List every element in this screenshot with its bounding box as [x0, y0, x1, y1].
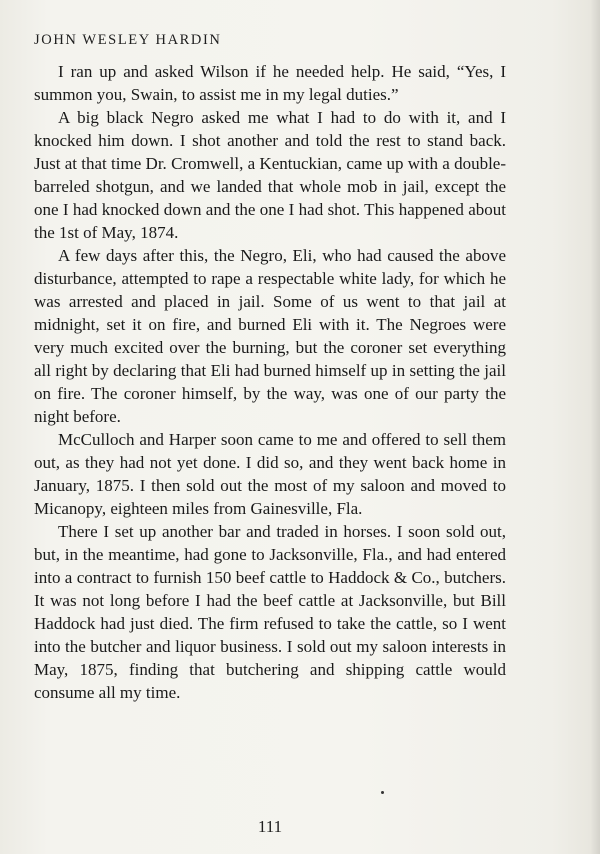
running-head: JOHN WESLEY HARDIN	[34, 32, 222, 48]
paragraph: I ran up and asked Wilson if he needed help. He said, “Yes, I summon you, Swain, to assist me in my legal duties.”	[34, 62, 506, 104]
paragraph: A big black Negro asked me what I had to do with it, and I knocked him down. I shot another and told the rest to stand back. Just at that time Dr. Cromwell, a Kentuckian, came up with a double-barreled shotgun, and we landed that whole mob in jail, except the one I had knocked down and the one I had shot. This happened about the 1st of May, 1874.	[34, 108, 506, 242]
paragraph: A few days after this, the Negro, Eli, who had caused the above disturbance, attempted to rape a respectable white lady, for which he was arrested and placed in jail. Some of us went to that jail at midnight, set it on fire, and burned Eli with it. The Negroes were very much excited over the burning, but the coroner set everything all right by declaring that Eli had burned himself up in setting the jail on fire. The coroner himself, by the way, was one of our party the night before.	[34, 246, 506, 426]
page-body	[34, 60, 506, 704]
page-number: 111	[257, 817, 283, 836]
ink-speck	[381, 791, 384, 794]
paragraph: There I set up another bar and traded in horses. I soon sold out, but, in the meantime, had gone to Jacksonville, Fla., and had entered into a contract to furnish 150 beef cattle to Haddock & Co., butchers. It was not long before I had the beef cattle at Jacksonville, but Bill Haddock had just died. The firm refused to take the cattle, so I went into the butcher and liquor business. I sold out my saloon interests in May, 1875, finding that butchering and shipping cattle would consume all my time.	[34, 522, 506, 702]
paragraph: McCulloch and Harper soon came to me and offered to sell them out, as they had not yet done. I did so, and they went back home in January, 1875. I then sold out the most of my saloon and moved to Micanopy, eighteen miles from Gainesville, Fla.	[34, 430, 506, 518]
page-edge-shadow	[590, 0, 600, 854]
